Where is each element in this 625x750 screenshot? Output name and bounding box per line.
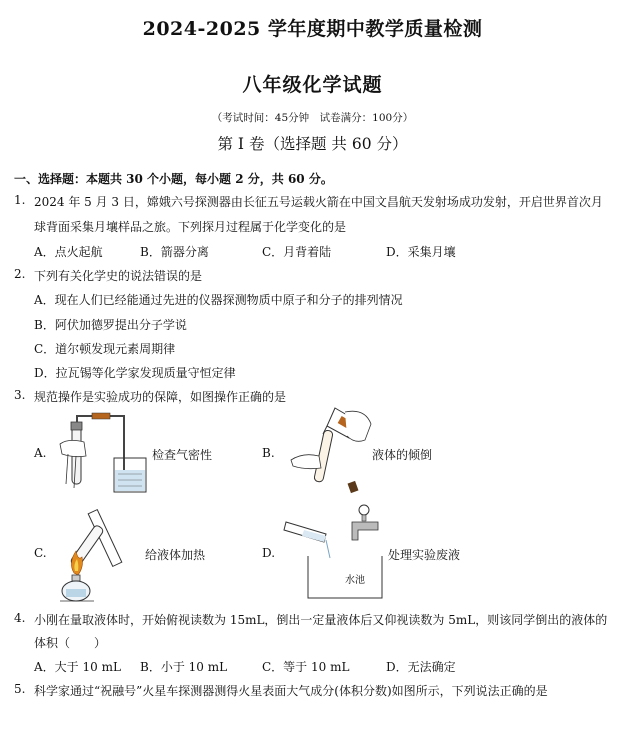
q1-option-b[interactable]: B．箭器分离: [140, 245, 209, 259]
sink-label: 水池: [345, 575, 365, 586]
q1-line-1: 2024 年 5 月 3 日，嫦娥六号探测器由长征五号运载火箭在中国文昌航天发射场成功发射，开启世界首次月: [34, 195, 603, 209]
q3-option-a-letter[interactable]: A.: [34, 446, 47, 460]
section-heading: 一、选择题：本题共 30 个小题，每小题 2 分，共 60 分。: [14, 172, 333, 186]
q3-number: 3.: [14, 388, 26, 402]
q1-option-c[interactable]: C．月背着陆: [262, 245, 332, 259]
q4-line-1: 小刚在量取液体时，开始俯视读数为 15mL，倒出一定量液体后又仰视读数为 5mL，则该同学倒出的液体的: [34, 613, 608, 627]
q4-option-a[interactable]: A．大于 10 mL: [34, 660, 121, 674]
liquid-pouring-figure: [285, 404, 375, 496]
q3-line-1: 规范操作是实验成功的保障，如图操作正确的是: [34, 390, 287, 404]
heating-liquid-figure: [60, 505, 150, 605]
q2-option-b[interactable]: B．阿伏加德罗提出分子学说: [34, 318, 187, 332]
exam-title: 2024-2025 学年度期中教学质量检测: [142, 18, 483, 40]
q4-option-c[interactable]: C．等于 10 mL: [262, 660, 350, 674]
q3-option-c-letter[interactable]: C.: [34, 546, 47, 560]
q4-line-2: 体积（ ）: [34, 636, 107, 650]
waste-disposal-figure: [282, 500, 387, 600]
q3-option-b-letter[interactable]: B.: [262, 446, 275, 460]
q4-option-d[interactable]: D．无法确定: [386, 660, 456, 674]
q5-line-1: 科学家通过“祝融号”火星车探测器测得火星表面大气成分(体积分数)如图所示，下列说法正确的是: [34, 684, 548, 698]
q2-option-d[interactable]: D．拉瓦锡等化学家发现质量守恒定律: [34, 366, 236, 380]
q3-option-d-caption: 处理实验废液: [388, 548, 461, 562]
q3-option-c-caption: 给液体加热: [145, 548, 206, 562]
q1-option-d[interactable]: D．采集月壤: [386, 245, 456, 259]
volume-heading: 第 I 卷（选择题 共 60 分）: [217, 135, 408, 153]
airtightness-check-figure: [58, 408, 153, 498]
q3-option-a-caption: 检查气密性: [152, 448, 213, 462]
q1-line-2: 球背面采集月壤样品之旅。下列探月过程属于化学变化的是: [34, 220, 347, 234]
q1-number: 1.: [14, 193, 26, 207]
q2-option-a[interactable]: A．现在人们已经能通过先进的仪器探测物质中原子和分子的排列情况: [34, 293, 403, 307]
exam-subtitle: 八年级化学试题: [242, 74, 383, 96]
q4-number: 4.: [14, 611, 26, 625]
q2-number: 2.: [14, 267, 26, 281]
exam-time-note: （考试时间：45分钟 试卷满分：100分）: [211, 112, 414, 124]
q1-option-a[interactable]: A．点火起航: [34, 245, 103, 259]
q3-option-b-caption: 液体的倾倒: [372, 448, 433, 462]
q2-option-c[interactable]: C．道尔顿发现元素周期律: [34, 342, 176, 356]
q3-option-d-letter[interactable]: D.: [262, 546, 276, 560]
q5-number: 5.: [14, 682, 26, 696]
q2-line-1: 下列有关化学史的说法错误的是: [34, 269, 203, 283]
q4-option-b[interactable]: B．小于 10 mL: [140, 660, 228, 674]
